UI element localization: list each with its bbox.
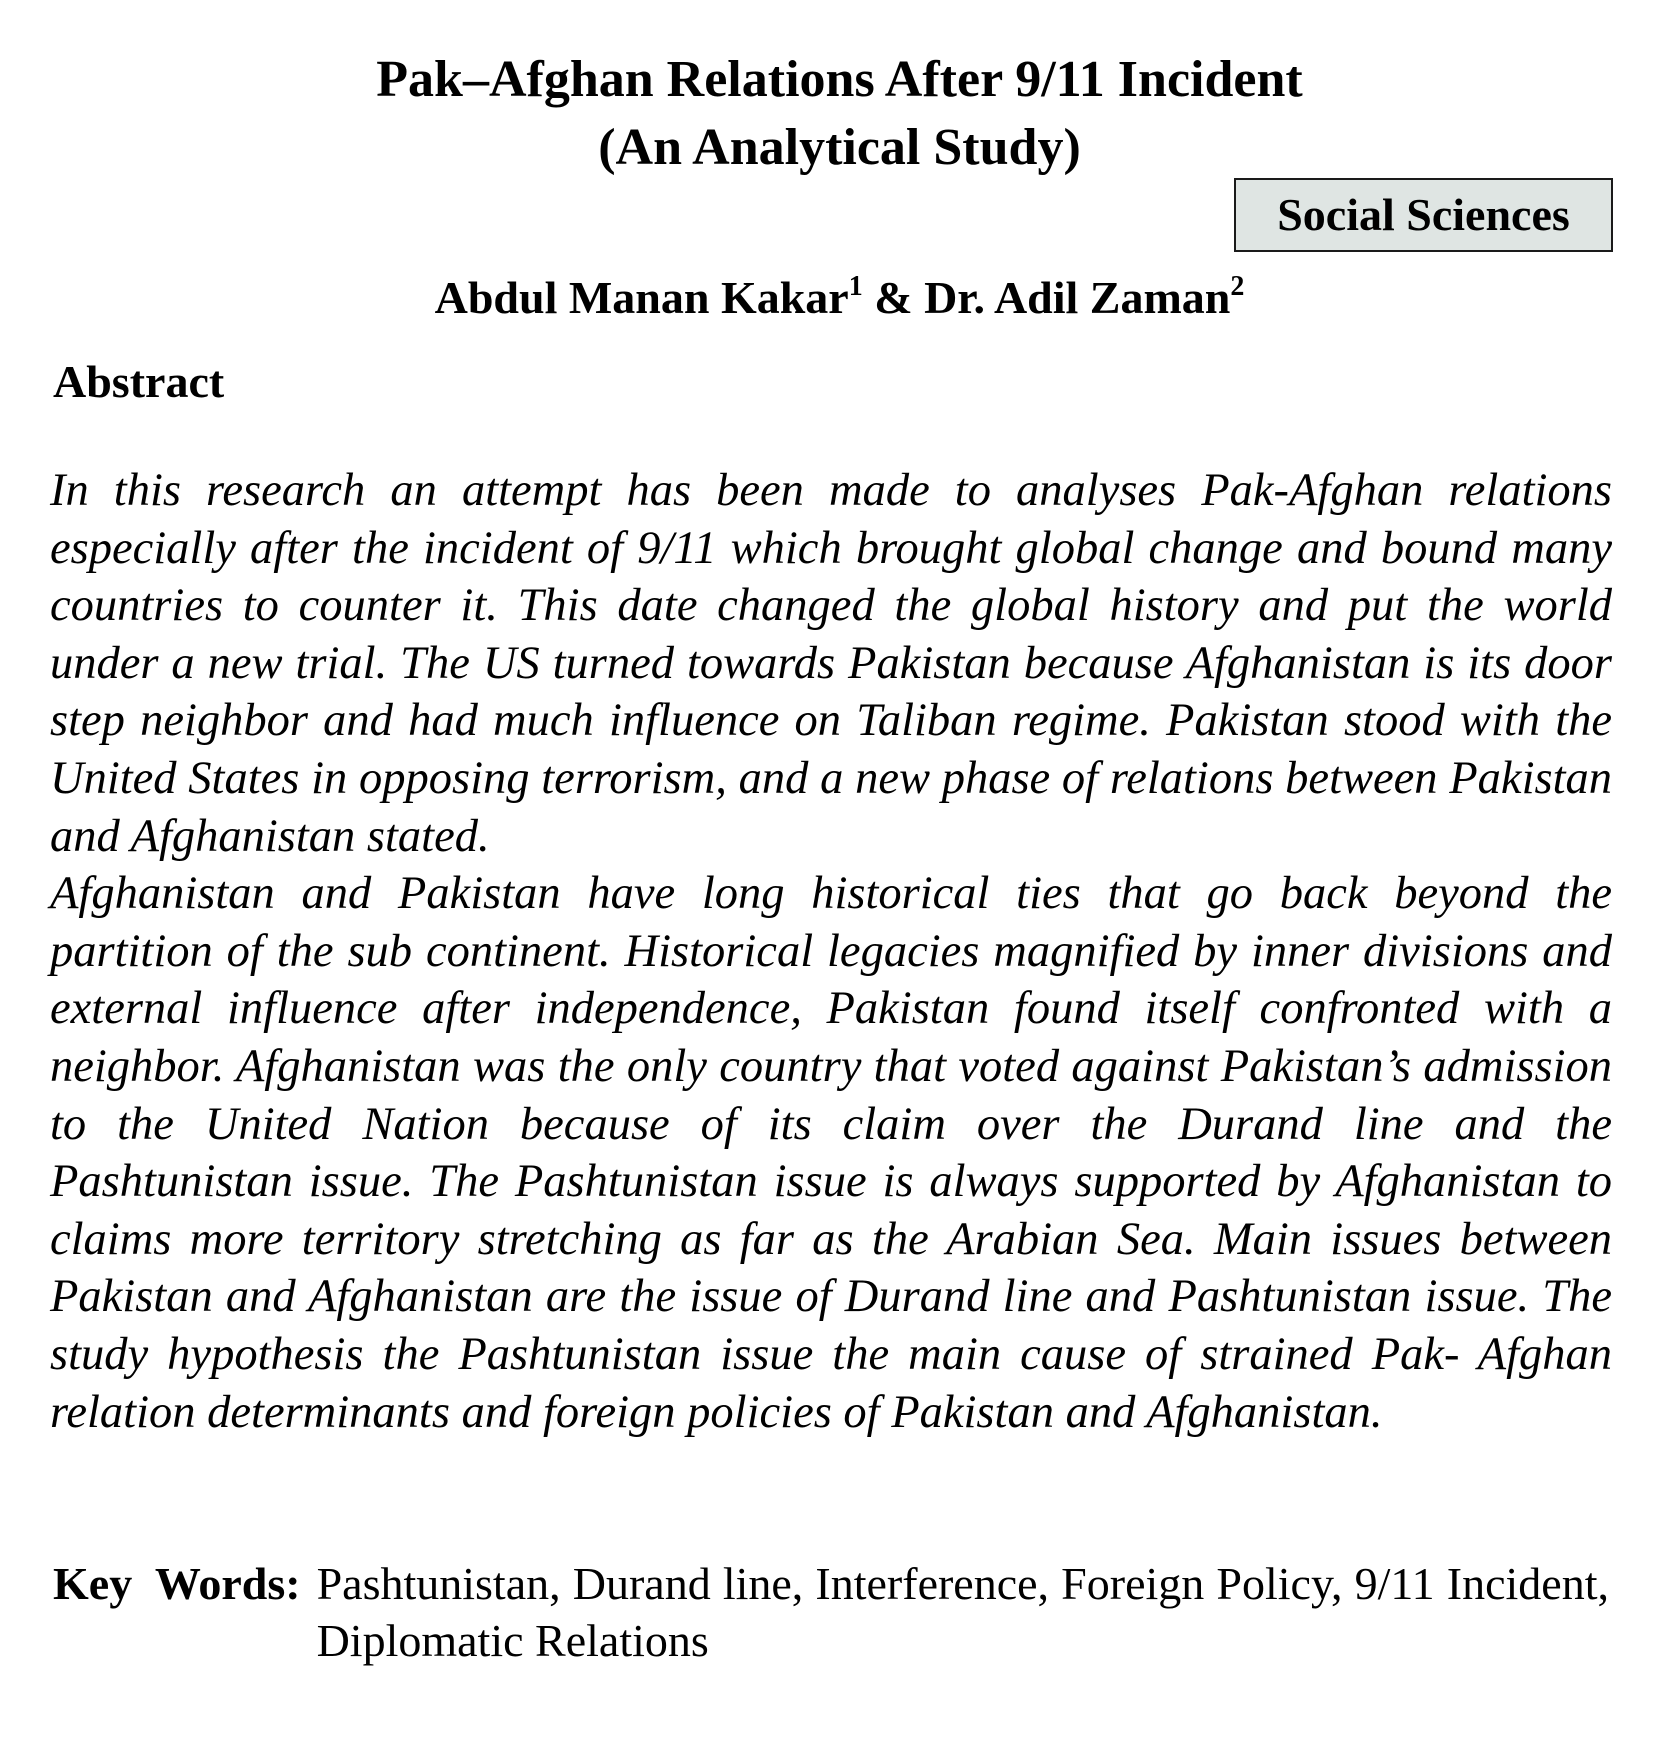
paper-title-line-2: (An Analytical Study) — [598, 119, 1081, 176]
keywords-list: Pashtunistan, Durand line, Interference, Foreign Policy, 9/11 Incident, Diplomatic Relations — [316, 1558, 1609, 1666]
abstract-heading: Abstract — [53, 356, 225, 407]
abstract-paragraph-2: Afghanistan and Pakistan have long historical ties that go back beyond the partition of the sub continent. Historical legacies magnified by inner divisions and external influence after independence, Pakistan found itself confronted with a neighbor. Afghanistan was the only country that voted against Pakistan’s admission to the United Nation because of its claim over the Durand line and the Pashtunistan issue. The Pashtunistan issue is always supported by Afghanistan to claims more territory stretching as far as the Arabian Sea. Main issues between Pakistan and Afghanistan are the issue of Durand line and Pashtunistan issue. The study hypothesis the Pashtunistan issue the main cause of strained Pak- Afghan relation determinants and foreign policies of Pakistan and Afghanistan. — [50, 868, 1612, 1438]
subject-category-badge: Social Sciences — [1234, 178, 1613, 252]
keywords-label: Key Words: — [53, 1558, 301, 1609]
paper-title-line-1: Pak–Afghan Relations After 9/11 Incident — [376, 51, 1303, 108]
author-1-name: Abdul Manan Kakar — [434, 272, 849, 323]
author-2-name: Dr. Adil Zaman — [924, 272, 1231, 323]
author-2-affiliation-mark: 2 — [1230, 270, 1245, 302]
abstract-paragraph-1: In this research an attempt has been made to analyses Pak-Afghan relations especially after the incident of 9/11 which brought global change and bound many countries to counter it. This date changed the global history and put the world under a new trial. The US turned towards Pakistan because Afghanistan is its door step neighbor and had much influence on Taliban regime. Pakistan stood with the United States in opposing terrorism, and a new phase of relations between Pakistan and Afghanistan stated. — [50, 465, 1612, 862]
keywords-section — [53, 1555, 1609, 1669]
author-line — [0, 266, 1679, 330]
author-1-affiliation-mark: 1 — [848, 270, 863, 302]
author-separator: & — [862, 272, 925, 323]
abstract-body — [50, 462, 1612, 1441]
